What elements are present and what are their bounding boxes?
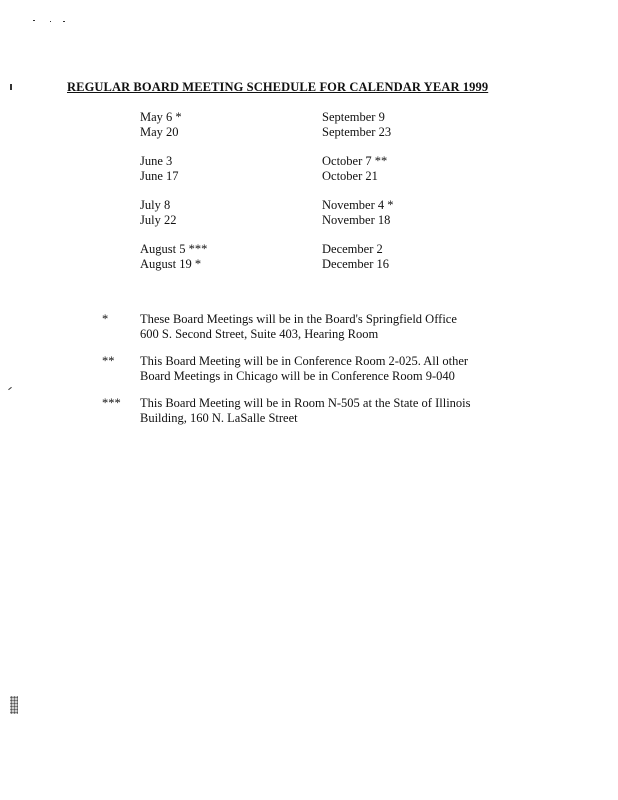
meeting-date: July 22 — [140, 213, 177, 227]
date-group — [140, 154, 300, 184]
schedule-column-right — [322, 110, 482, 286]
footnote-text — [140, 396, 471, 426]
footnote — [102, 396, 502, 426]
footnote-mark: ** — [102, 354, 115, 368]
footnote-line: Building, 160 N. LaSalle Street — [140, 411, 298, 425]
scan-speck — [33, 20, 35, 21]
date-group — [140, 242, 300, 272]
footnote-mark: * — [102, 312, 109, 326]
meeting-date: August 19 * — [140, 257, 202, 271]
footnote-text — [140, 312, 457, 342]
meeting-date: September 23 — [322, 125, 392, 139]
scan-speck — [63, 21, 65, 22]
meeting-date: May 20 — [140, 125, 179, 139]
footnote-line: Board Meetings in Chicago will be in Conference Room 9-040 — [140, 369, 455, 383]
date-group — [322, 110, 482, 140]
footnote — [102, 354, 502, 384]
scan-speck — [8, 387, 12, 390]
meeting-date: November 4 * — [322, 198, 394, 212]
footnotes — [102, 312, 502, 438]
meeting-date: August 5 *** — [140, 242, 208, 256]
scan-speck — [10, 696, 18, 714]
scan-speck — [10, 84, 12, 90]
footnote-line: This Board Meeting will be in Room N-505 at the State of Illinois — [140, 396, 471, 410]
meeting-date: October 7 ** — [322, 154, 388, 168]
footnote-mark: *** — [102, 396, 121, 410]
date-group — [322, 154, 482, 184]
meeting-date: July 8 — [140, 198, 171, 212]
footnote-line: These Board Meetings will be in the Board's Springfield Office — [140, 312, 457, 326]
meeting-date: May 6 * — [140, 110, 182, 124]
footnote-line: This Board Meeting will be in Conference Room 2-025. All other — [140, 354, 469, 368]
date-group — [140, 110, 300, 140]
meeting-date: June 17 — [140, 169, 179, 183]
page-title: REGULAR BOARD MEETING SCHEDULE FOR CALENDAR YEAR 1999 — [67, 80, 489, 94]
date-group — [322, 242, 482, 272]
meeting-date: November 18 — [322, 213, 391, 227]
meeting-date: September 9 — [322, 110, 385, 124]
schedule-column-left — [140, 110, 300, 286]
meeting-date: December 16 — [322, 257, 389, 271]
meeting-date: June 3 — [140, 154, 173, 168]
scan-speck — [50, 21, 51, 22]
date-group — [140, 198, 300, 228]
meeting-date: October 21 — [322, 169, 378, 183]
footnote-line: 600 S. Second Street, Suite 403, Hearing Room — [140, 327, 379, 341]
meeting-date: December 2 — [322, 242, 383, 256]
date-group — [322, 198, 482, 228]
footnote — [102, 312, 502, 342]
footnote-text — [140, 354, 468, 384]
